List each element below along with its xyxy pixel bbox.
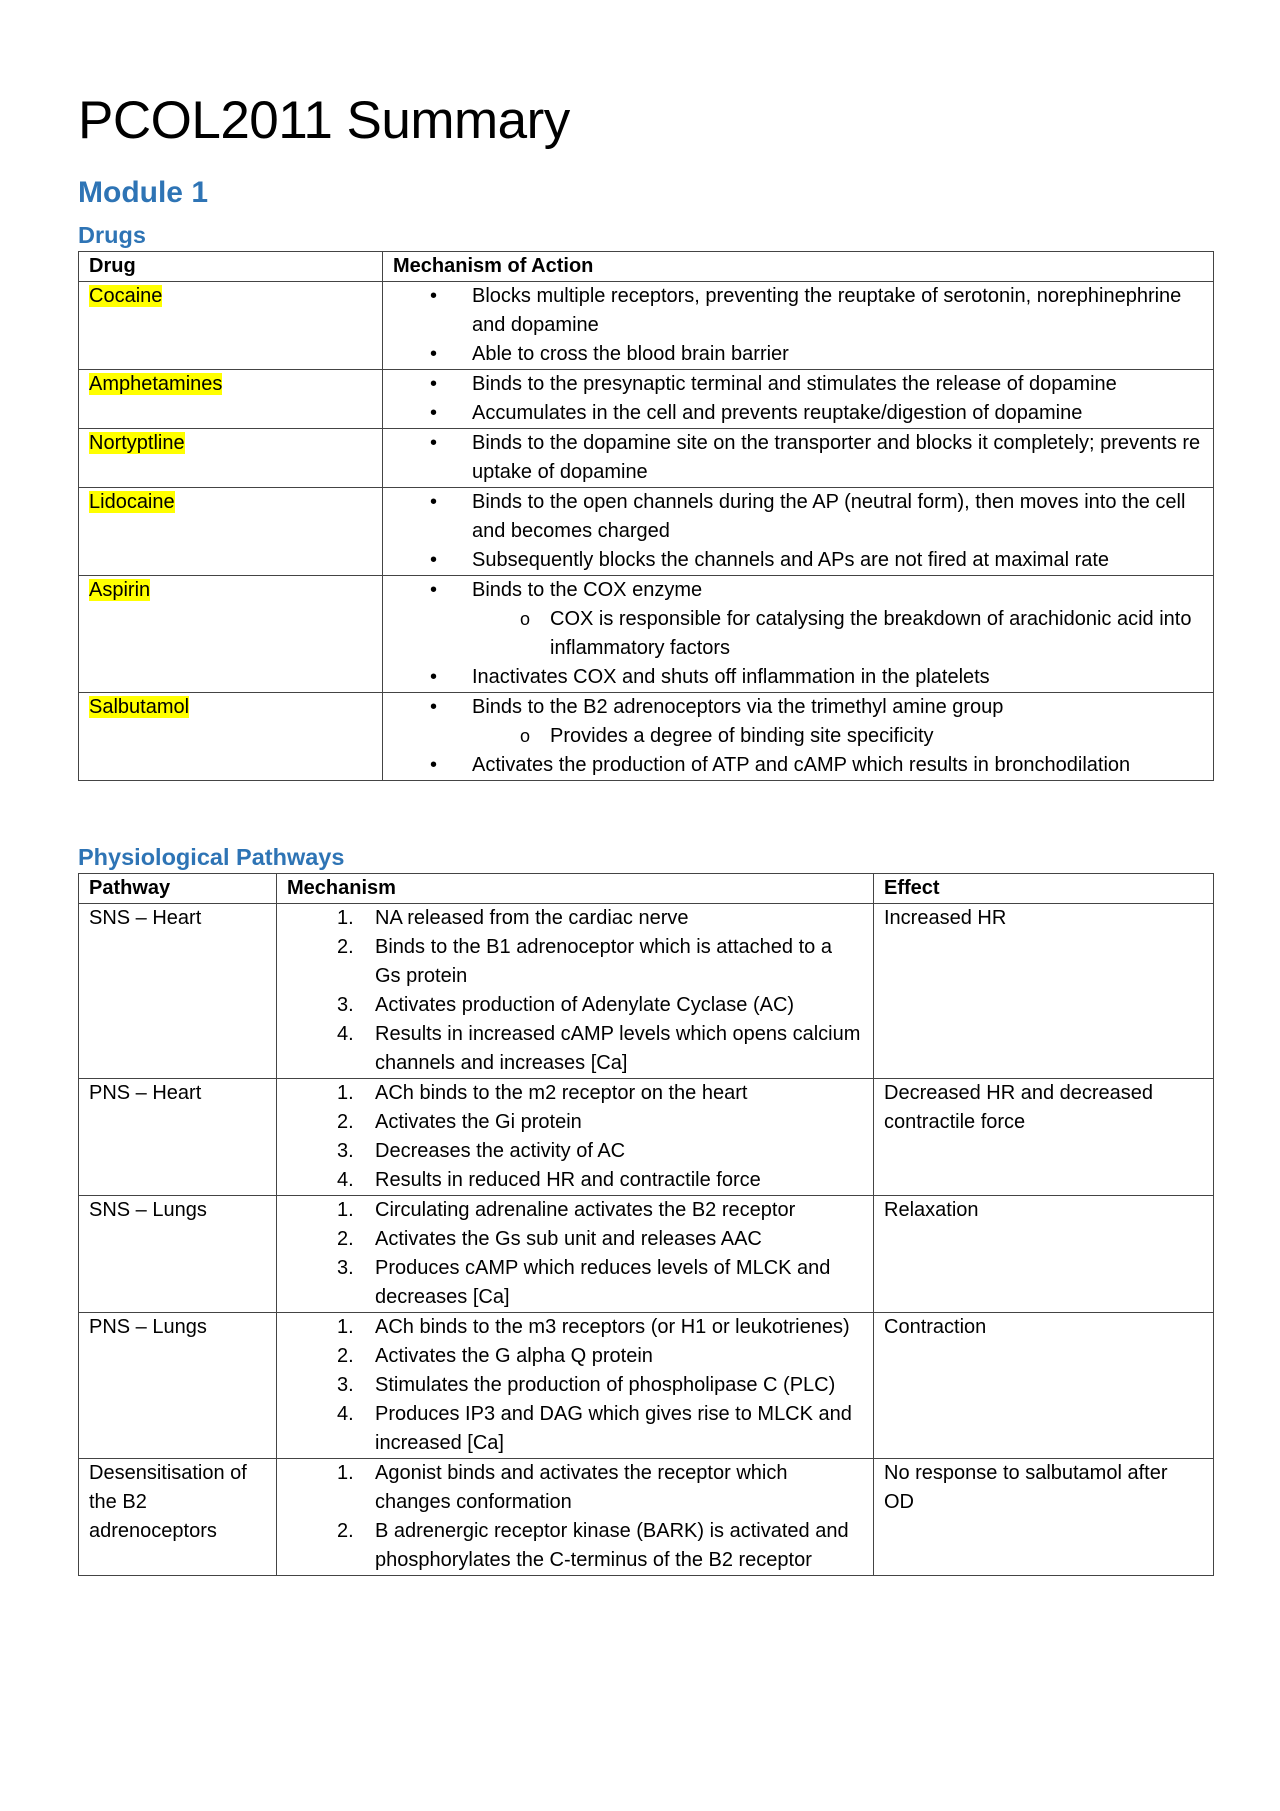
mechanism-step <box>287 1225 863 1254</box>
mechanism-cell <box>383 429 1214 488</box>
mechanism-subbullet: o COX is responsible for catalysing the breakdown of arachidonic acid into inflammatory factors <box>472 605 1203 663</box>
pathway-row <box>79 1196 1214 1313</box>
step-number: 2. <box>337 1520 354 1542</box>
mechanism-text: Binds to the presynaptic terminal and stimulates the release of dopamine <box>472 373 1117 395</box>
mechanism-sublist <box>472 605 1203 663</box>
pathway-name-cell: PNS – Lungs <box>79 1313 277 1459</box>
mechanism-bullet <box>393 488 1203 546</box>
mechanism-column-header: Mechanism <box>277 874 874 904</box>
pathway-mechanism-cell <box>277 1079 874 1196</box>
pathway-effect-cell: Contraction <box>874 1313 1214 1459</box>
mechanism-text: Accumulates in the cell and prevents reuptake/digestion of dopamine <box>472 402 1083 424</box>
mechanism-bullet <box>393 751 1203 780</box>
step-number: 1. <box>337 1462 354 1484</box>
drugs-header-row <box>79 252 1214 282</box>
mechanism-step <box>287 1313 863 1342</box>
mechanism-step <box>287 1020 863 1078</box>
drug-name-cell <box>79 488 383 576</box>
drug-name-cell <box>79 282 383 370</box>
mechanism-cell <box>383 282 1214 370</box>
mechanism-bullet <box>393 340 1203 369</box>
drug-row <box>79 576 1214 693</box>
mechanism-bullet <box>393 546 1203 575</box>
pathway-effect-cell: Decreased HR and decreased contractile force <box>874 1079 1214 1196</box>
mechanism-list <box>393 576 1203 692</box>
mechanism-bullet <box>393 663 1203 692</box>
moa-column-header: Mechanism of Action <box>383 252 1214 282</box>
mechanism-text: Subsequently blocks the channels and APs are not fired at maximal rate <box>472 549 1110 571</box>
step-number: 1. <box>337 907 354 929</box>
mechanism-step <box>287 1400 863 1458</box>
pathway-mechanism-cell <box>277 1459 874 1576</box>
mechanism-steps <box>287 1459 863 1575</box>
mechanism-step <box>287 1371 863 1400</box>
mechanism-bullet <box>393 576 1203 663</box>
drug-column-header: Drug <box>79 252 383 282</box>
step-text: Activates the Gi protein <box>375 1111 582 1133</box>
pathway-row <box>79 1313 1214 1459</box>
mechanism-text: Activates the production of ATP and cAMP which results in bronchodilation <box>472 754 1131 776</box>
pathway-row <box>79 904 1214 1079</box>
drug-row <box>79 370 1214 429</box>
step-number: 1. <box>337 1316 354 1338</box>
pathway-name-cell: Desensitisation of the B2 adrenoceptors <box>79 1459 277 1576</box>
mechanism-step <box>287 1137 863 1166</box>
drug-name: Lidocaine <box>89 491 175 513</box>
drug-row <box>79 282 1214 370</box>
document-title: PCOL2011 Summary <box>78 91 570 150</box>
mechanism-cell <box>383 576 1214 693</box>
mechanism-cell <box>383 370 1214 429</box>
step-text: Results in reduced HR and contractile force <box>375 1169 761 1191</box>
drug-name-cell <box>79 576 383 693</box>
step-text: Circulating adrenaline activates the B2 receptor <box>375 1199 796 1221</box>
pathway-name-cell: SNS – Lungs <box>79 1196 277 1313</box>
mechanism-bullet <box>393 370 1203 399</box>
mechanism-list <box>393 488 1203 575</box>
step-number: 2. <box>337 1345 354 1367</box>
mechanism-cell <box>383 488 1214 576</box>
drug-name: Aspirin <box>89 579 151 601</box>
pathway-mechanism-cell <box>277 1313 874 1459</box>
mechanism-text: Binds to the dopamine site on the transporter and blocks it completely; prevents re uptake of dopamine <box>472 432 1201 483</box>
mechanism-bullet <box>393 693 1203 751</box>
pathway-mechanism-cell <box>277 904 874 1079</box>
step-text: Decreases the activity of AC <box>375 1140 626 1162</box>
drug-name: Salbutamol <box>89 696 190 718</box>
step-text: Produces cAMP which reduces levels of MLCK and decreases [Ca] <box>375 1257 831 1308</box>
step-text: B adrenergic receptor kinase (BARK) is activated and phosphorylates the C-terminus of the B2 receptor <box>375 1520 849 1571</box>
drug-row <box>79 488 1214 576</box>
step-text: Agonist binds and activates the receptor which changes conformation <box>375 1462 788 1513</box>
mechanism-step <box>287 991 863 1020</box>
mechanism-step <box>287 1342 863 1371</box>
mechanism-text: Binds to the COX enzyme <box>472 579 703 601</box>
step-number: 3. <box>337 1140 354 1162</box>
step-number: 3. <box>337 1257 354 1279</box>
pathway-mechanism-cell <box>277 1196 874 1313</box>
drug-name-cell <box>79 693 383 781</box>
mechanism-bullet <box>393 399 1203 428</box>
drugs-table <box>78 251 1214 781</box>
step-number: 4. <box>337 1023 354 1045</box>
mechanism-step <box>287 933 863 991</box>
drugs-heading: Drugs <box>78 222 146 248</box>
mechanism-list <box>393 370 1203 428</box>
pathway-column-header: Pathway <box>79 874 277 904</box>
mechanism-step <box>287 1166 863 1195</box>
mechanism-step <box>287 1108 863 1137</box>
step-number: 3. <box>337 1374 354 1396</box>
mechanism-steps <box>287 904 863 1078</box>
effect-column-header: Effect <box>874 874 1214 904</box>
pathway-row <box>79 1079 1214 1196</box>
step-text: ACh binds to the m2 receptor on the heart <box>375 1082 748 1104</box>
drug-name: Cocaine <box>89 285 163 307</box>
step-text: Activates the Gs sub unit and releases AAC <box>375 1228 762 1250</box>
drug-row <box>79 429 1214 488</box>
mechanism-text: Able to cross the blood brain barrier <box>472 343 789 365</box>
step-text: ACh binds to the m3 receptors (or H1 or leukotrienes) <box>375 1316 850 1338</box>
mechanism-cell <box>383 693 1214 781</box>
mechanism-steps <box>287 1313 863 1458</box>
pathway-name-cell: SNS – Heart <box>79 904 277 1079</box>
drug-name: Nortyptline <box>89 432 185 454</box>
mechanism-list <box>393 282 1203 369</box>
step-text: Activates production of Adenylate Cyclase (AC) <box>375 994 795 1016</box>
step-number: 4. <box>337 1169 354 1191</box>
step-number: 1. <box>337 1082 354 1104</box>
step-text: Results in increased cAMP levels which opens calcium channels and increases [Ca] <box>375 1023 861 1074</box>
mechanism-list <box>393 429 1203 487</box>
drug-name-cell <box>79 370 383 429</box>
pathway-name-cell: PNS – Heart <box>79 1079 277 1196</box>
mechanism-subbullet: o Provides a degree of binding site specificity <box>472 722 1203 751</box>
mechanism-steps <box>287 1079 863 1195</box>
step-number: 1. <box>337 1199 354 1221</box>
step-text: Produces IP3 and DAG which gives rise to MLCK and increased [Ca] <box>375 1403 852 1454</box>
step-number: 3. <box>337 994 354 1016</box>
pathway-effect-cell: No response to salbutamol after OD <box>874 1459 1214 1576</box>
mechanism-step <box>287 1254 863 1312</box>
step-number: 4. <box>337 1403 354 1425</box>
step-text: Stimulates the production of phospholipase C (PLC) <box>375 1374 836 1396</box>
mechanism-text: Binds to the B2 adrenoceptors via the trimethyl amine group <box>472 696 1004 718</box>
mechanism-step <box>287 904 863 933</box>
pathway-effect-cell: Increased HR <box>874 904 1214 1079</box>
mechanism-step <box>287 1517 863 1575</box>
step-text: NA released from the cardiac nerve <box>375 907 689 929</box>
pathway-effect-cell: Relaxation <box>874 1196 1214 1313</box>
mechanism-step <box>287 1196 863 1225</box>
mechanism-step <box>287 1079 863 1108</box>
mechanism-text: Binds to the open channels during the AP (neutral form), then moves into the cell and becomes charged <box>472 491 1186 542</box>
pathways-header-row <box>79 874 1214 904</box>
mechanism-text: Inactivates COX and shuts off inflammation in the platelets <box>472 666 990 688</box>
drug-name: Amphetamines <box>89 373 223 395</box>
mechanism-steps <box>287 1196 863 1312</box>
drug-row <box>79 693 1214 781</box>
pathways-table <box>78 873 1214 1576</box>
mechanism-step <box>287 1459 863 1517</box>
step-number: 2. <box>337 1228 354 1250</box>
document-page <box>78 80 1213 1576</box>
pathway-row <box>79 1459 1214 1576</box>
mechanism-bullet <box>393 282 1203 340</box>
step-number: 2. <box>337 936 354 958</box>
mechanism-text: Blocks multiple receptors, preventing the reuptake of serotonin, norephinephrine and dopamine <box>472 285 1182 336</box>
mechanism-bullet <box>393 429 1203 487</box>
step-text: Activates the G alpha Q protein <box>375 1345 653 1367</box>
step-number: 2. <box>337 1111 354 1133</box>
step-text: Binds to the B1 adrenoceptor which is attached to a Gs protein <box>375 936 832 987</box>
mechanism-sublist <box>472 722 1203 751</box>
mechanism-list <box>393 693 1203 780</box>
pathways-heading: Physiological Pathways <box>78 844 345 870</box>
drug-name-cell <box>79 429 383 488</box>
module-heading: Module 1 <box>78 176 209 209</box>
